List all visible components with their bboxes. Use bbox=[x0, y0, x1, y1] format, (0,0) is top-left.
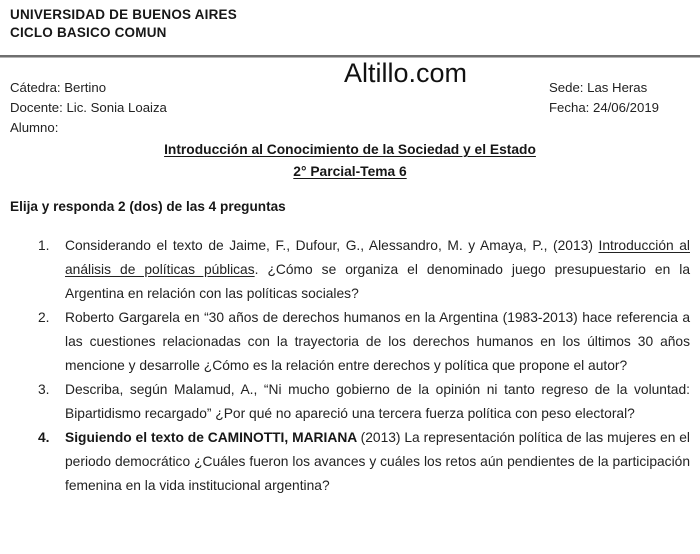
question-list bbox=[38, 234, 690, 498]
question-text: Roberto Gargarela en “30 años de derechos humanos en la Argentina (1983-2013) hace referencia a las cuestiones relacionadas con la trayectoria de los derechos humanos en los últimos 30 años mencione y desarrolle ¿Cómo es la relación entre derechos y política que propone el autor? bbox=[65, 310, 690, 373]
alumno-line: Alumno: bbox=[10, 120, 59, 135]
program-name: CICLO BASICO COMUN bbox=[10, 25, 167, 40]
university-name: UNIVERSIDAD DE BUENOS AIRES bbox=[10, 7, 237, 22]
question-number: 4. bbox=[38, 430, 50, 445]
question-number: 2. bbox=[38, 310, 50, 325]
question-text: Considerando el texto de Jaime, F., Dufour, G., Alessandro, M. y Amaya, P., (2013) Introducción al análisis de políticas públicas. ¿Cómo se organiza el denominado juego presupuestario en la Argentina en relación con las políticas sociales? bbox=[65, 238, 690, 301]
question-item-3 bbox=[38, 378, 690, 426]
question-item-1 bbox=[38, 234, 690, 306]
exam-info-right bbox=[549, 78, 659, 118]
question-text: Siguiendo el texto de CAMINOTTI, MARIANA (2013) La representación política de las mujeres en el periodo democrático ¿Cuáles fueron los avances y cuáles los retos aún pendientes de la participación femenina en la vida institucional argentina? bbox=[65, 430, 690, 493]
docente-line: Docente: Lic. Sonia Loaiza bbox=[10, 100, 167, 115]
question-item-2 bbox=[38, 306, 690, 378]
question-number: 1. bbox=[38, 238, 50, 253]
letterhead bbox=[10, 6, 237, 42]
question-item-4 bbox=[38, 426, 690, 498]
sede-line: Sede: Las Heras bbox=[549, 80, 648, 95]
fecha-line: Fecha: 24/06/2019 bbox=[549, 100, 659, 115]
exam-info-left bbox=[10, 78, 167, 138]
exam-title-parcial: 2° Parcial-Tema 6 bbox=[293, 164, 407, 179]
exam-title bbox=[0, 139, 700, 183]
catedra-line: Cátedra: Bertino bbox=[10, 80, 107, 95]
question-number: 3. bbox=[38, 382, 50, 397]
exam-title-course: Introducción al Conocimiento de la Sociedad y el Estado bbox=[164, 142, 536, 157]
watermark-text: Altillo.com bbox=[344, 58, 468, 88]
question-text: Describa, según Malamud, A., “Ni mucho gobierno de la opinión ni tanto regreso de la voluntad: Bipartidismo recargado” ¿Por qué no apareció una tercera fuerza política con peso electoral? bbox=[65, 382, 690, 421]
instruction-text: Elija y responda 2 (dos) de las 4 preguntas bbox=[10, 199, 286, 214]
